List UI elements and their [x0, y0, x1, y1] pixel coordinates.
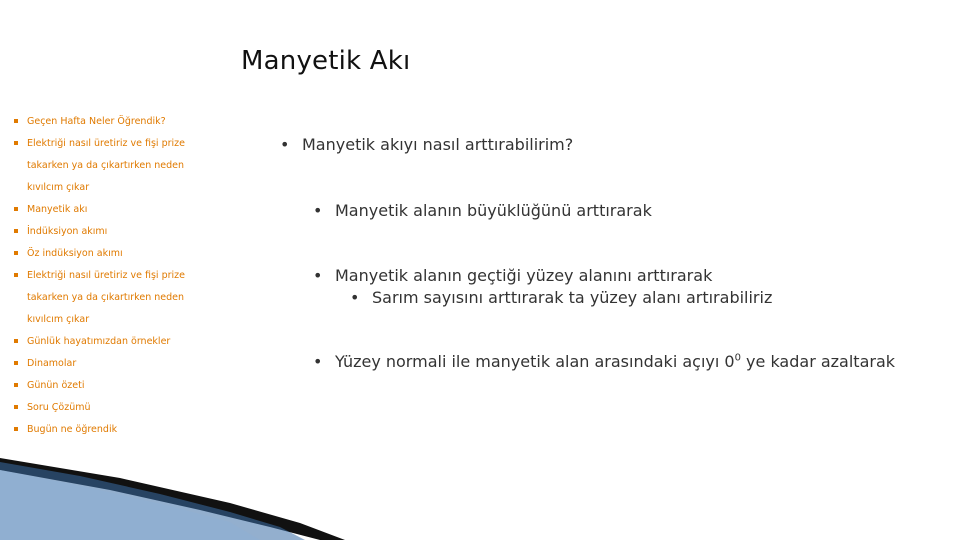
outline-item-label: Günün özeti: [27, 380, 85, 391]
outline-item-label: Soru Çözümü: [27, 402, 91, 413]
bullet-icon: [14, 383, 18, 387]
answer-label: Yüzey normali ile manyetik alan arasındaki açıyı 0: [335, 352, 735, 371]
outline-item-label: Manyetik akı: [27, 204, 88, 215]
outline-item[interactable]: [14, 353, 219, 375]
degree-superscript: 0: [734, 352, 741, 364]
outline-item-label: Günlük hayatımızdan örnekler: [27, 336, 171, 347]
bullet-icon: [14, 229, 18, 233]
outline-item[interactable]: [14, 199, 219, 221]
question-label: Manyetik akıyı nasıl arttırabilirim?: [302, 135, 574, 154]
outline-item[interactable]: [14, 375, 219, 397]
bullet-icon: •: [313, 352, 323, 371]
outline-item-label: Geçen Hafta Neler Öğrendik?: [27, 116, 166, 127]
outline-item[interactable]: [14, 331, 219, 353]
outline-item[interactable]: [14, 111, 219, 133]
outline-item[interactable]: [14, 133, 219, 199]
bullet-icon: [14, 141, 18, 145]
bullet-icon: [14, 405, 18, 409]
slide-title: Manyetik Akı: [241, 46, 411, 76]
outline-item-label: Öz indüksiyon akımı: [27, 248, 123, 259]
outline-list: [14, 111, 219, 441]
outline-item-label: İndüksiyon akımı: [27, 226, 108, 237]
bullet-icon: [14, 251, 18, 255]
outline-item-label: Dinamolar: [27, 358, 77, 369]
bullet-icon: [14, 361, 18, 365]
bullet-icon: •: [280, 135, 290, 154]
question-text: [280, 135, 573, 154]
answer-label: Manyetik alanın geçtiği yüzey alanını arttırarak: [335, 266, 713, 285]
outline-item[interactable]: [14, 265, 219, 331]
answer-subitem: [350, 288, 772, 307]
bullet-icon: •: [350, 288, 360, 307]
outline-item[interactable]: [14, 221, 219, 243]
answer-item: [313, 201, 652, 220]
answer-sub-label: Sarım sayısını arttırarak ta yüzey alanı artırabiliriz: [372, 288, 773, 307]
outline-item-label: Bugün ne öğrendik: [27, 424, 118, 435]
answer-label: Manyetik alanın büyüklüğünü arttırarak: [335, 201, 652, 220]
outline-item[interactable]: [14, 243, 219, 265]
answer-item: [313, 352, 895, 371]
bullet-icon: [14, 427, 18, 431]
bullet-icon: •: [313, 201, 323, 220]
outline-item-label: Elektriği nasıl üretiriz ve fişi prize takarken ya da çıkartırken neden kıvılcım çıkar: [27, 138, 186, 193]
bullet-icon: [14, 119, 18, 123]
outline-item[interactable]: [14, 419, 219, 441]
outline-item[interactable]: [14, 397, 219, 419]
answer-item: [313, 266, 712, 285]
bullet-icon: [14, 207, 18, 211]
bullet-icon: [14, 273, 18, 277]
outline-item-label: Elektriği nasıl üretiriz ve fişi prize takarken ya da çıkartırken neden kıvılcım çıkar: [27, 270, 186, 325]
bullet-icon: •: [313, 266, 323, 285]
answer-label-suffix: ye kadar azaltarak: [740, 352, 896, 371]
bullet-icon: [14, 339, 18, 343]
